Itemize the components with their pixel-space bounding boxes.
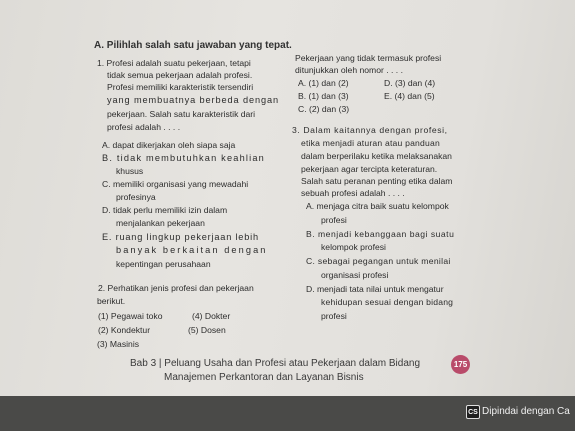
q2-line: berikut. <box>97 296 126 306</box>
q1-option-cont: khusus <box>116 166 144 176</box>
q2-cont-option: C. (2) dan (3) <box>298 104 350 114</box>
q1-option: D. tidak perlu memiliki izin dalam <box>102 205 228 215</box>
q3-option-cont: kelompok profesi <box>321 242 386 252</box>
scanner-label: Dipindai dengan Ca <box>482 406 570 417</box>
q3-option-cont: kehidupan sesuai dengan bidang <box>321 297 454 307</box>
q2-cont-line: ditunjukkan oleh nomor . . . . <box>295 65 403 75</box>
q3-option: B. menjadi kebanggaan bagi suatu <box>306 229 455 239</box>
page-number-badge: 175 <box>451 355 470 374</box>
q3-line: pekerjaan agar tercipta keteraturan. <box>301 164 438 174</box>
q2-cont-option: D. (3) dan (4) <box>384 78 436 88</box>
q3-line: Salah satu peranan penting etika dalam <box>301 176 453 186</box>
q2-cont-option: A. (1) dan (2) <box>298 78 349 88</box>
q1-option: C. memiliki organisasi yang mewadahi <box>102 179 249 189</box>
q1-option: E. ruang lingkup pekerjaan lebih <box>102 232 259 242</box>
q1-line: pekerjaan. Salah satu karakteristik dari <box>107 109 256 119</box>
q3-option: A. menjaga citra baik suatu kelompok <box>306 201 449 211</box>
q3-option-cont: profesi <box>321 215 347 225</box>
q3-line: sebuah profesi adalah . . . . <box>301 188 405 198</box>
section-a-header: A. Pilihlah salah satu jawaban yang tepat. <box>94 40 292 51</box>
q2-cont-line: Pekerjaan yang tidak termasuk profesi <box>295 53 442 63</box>
q1-line: profesi adalah . . . . <box>107 122 181 132</box>
q2-item: (5) Dosen <box>188 325 226 335</box>
q1-option-cont: banyak berkaitan dengan <box>116 245 268 255</box>
q3-line: etika menjadi aturan atau panduan <box>301 138 440 148</box>
q1-option: A. dapat dikerjakan oleh siapa saja <box>102 140 236 150</box>
q2-item: (2) Kondektur <box>98 325 151 335</box>
q2-cont-option: B. (1) dan (3) <box>298 91 349 101</box>
q2-item: (1) Pegawai toko <box>98 311 163 321</box>
q1-line: 1. Profesi adalah suatu pekerjaan, tetapi <box>97 58 251 68</box>
q3-line: dalam berperilaku ketika melaksanakan <box>301 151 452 161</box>
q3-option-cont: profesi <box>321 311 347 321</box>
q1-option-cont: menjalankan pekerjaan <box>116 218 205 228</box>
q2-cont-option: E. (4) dan (5) <box>384 91 435 101</box>
q3-option-cont: organisasi profesi <box>321 270 389 280</box>
q2-line: 2. Perhatikan jenis profesi dan pekerjaan <box>98 283 254 293</box>
q1-option-cont: kepentingan perusahaan <box>116 259 211 269</box>
q2-item: (3) Masinis <box>97 339 140 349</box>
footer-chapter-title: Bab 3 | Peluang Usaha dan Profesi atau Pekerjaan dalam Bidang <box>130 358 421 369</box>
camscanner-logo-icon: CS <box>466 405 480 419</box>
q1-line: Profesi memiliki karakteristik tersendiri <box>107 82 254 92</box>
q3-option: C. sebagai pegangan untuk menilai <box>306 256 451 266</box>
q3-option: D. menjadi tata nilai untuk mengatur <box>306 284 444 294</box>
q1-line: tidak semua pekerjaan adalah profesi. <box>107 70 253 80</box>
footer-chapter-subtitle: Manajemen Perkantoran dan Layanan Bisnis <box>164 372 364 383</box>
q2-item: (4) Dokter <box>192 311 231 321</box>
q3-line: 3. Dalam kaitannya dengan profesi, <box>292 125 448 135</box>
q1-line: yang membuatnya berbeda dengan <box>107 95 280 105</box>
q1-option: B. tidak membutuhkan keahlian <box>102 153 265 163</box>
q1-option-cont: profesinya <box>116 192 156 202</box>
